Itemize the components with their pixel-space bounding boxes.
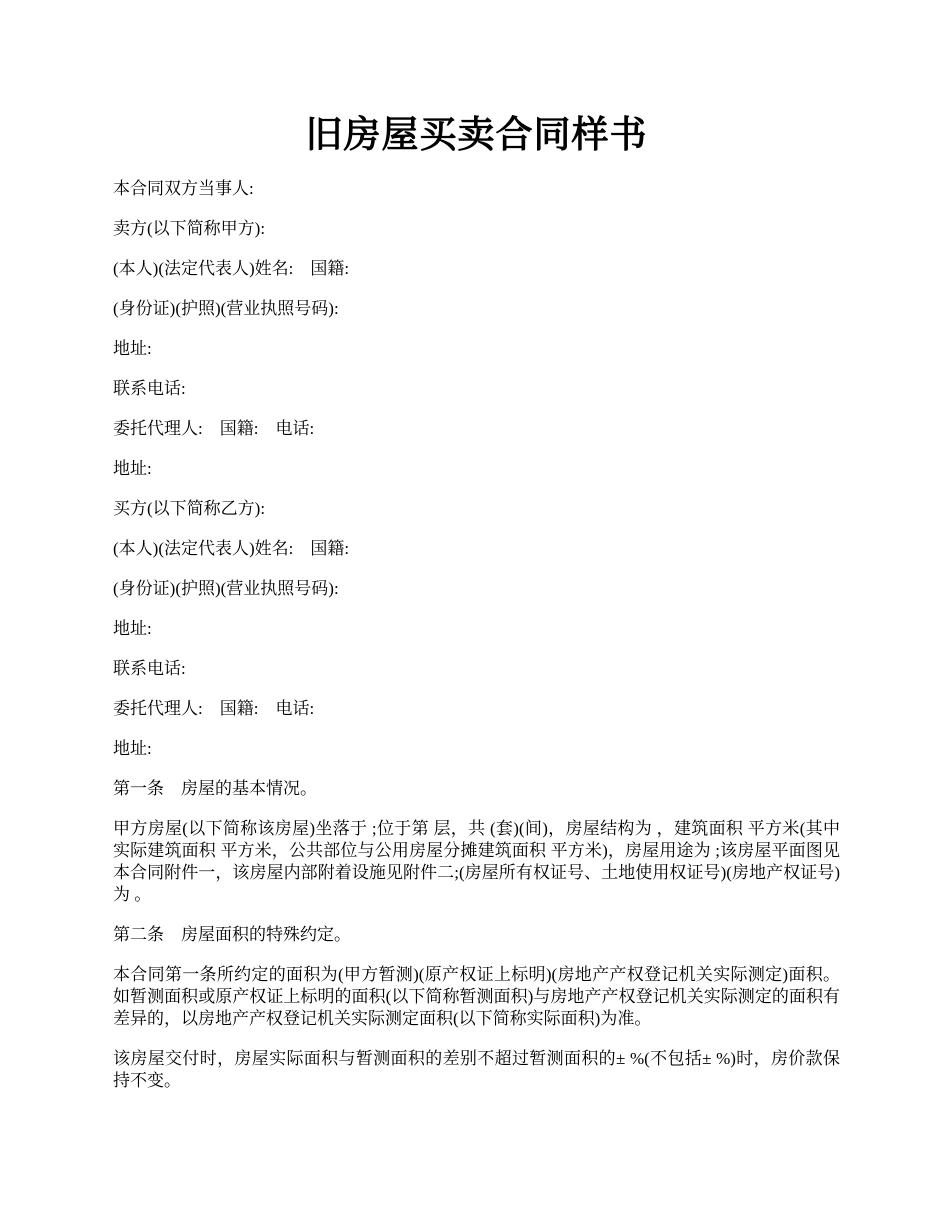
seller-name-nationality: (本人)(法定代表人)姓名: 国籍: bbox=[113, 259, 350, 278]
article-1-heading: 第一条 房屋的基本情况。 bbox=[113, 779, 317, 798]
article-1-paragraph: 甲方房屋(以下简称该房屋)坐落于 ;位于第 层，共 (套)(间)，房屋结构为 ，建筑面积 平方米(其中实际建筑面积 平方米，公共部位与公用房屋分摊建筑面积 平方米)，房屋用途为 ;该房屋平面图见本合同附件一，该房屋内部附着设施见附件二;(房屋所有权证号、土地使用权证号)(房地产权证号)为 。 bbox=[113, 819, 840, 904]
seller-agent-address: 地址: bbox=[113, 459, 152, 478]
seller-heading: 卖方(以下简称甲方): bbox=[113, 219, 266, 238]
buyer-agent: 委托代理人: 国籍: 电话: bbox=[113, 699, 315, 718]
seller-phone: 联系电话: bbox=[113, 379, 186, 398]
buyer-agent-address: 地址: bbox=[113, 739, 152, 758]
seller-agent: 委托代理人: 国籍: 电话: bbox=[113, 419, 315, 438]
contract-page bbox=[113, 108, 840, 1110]
intro-line: 本合同双方当事人: bbox=[113, 179, 254, 198]
buyer-phone: 联系电话: bbox=[113, 659, 186, 678]
party-info-section bbox=[113, 178, 840, 800]
buyer-address: 地址: bbox=[113, 619, 152, 638]
article-2-paragraph-1: 本合同第一条所约定的面积为(甲方暂测)(原产权证上标明)(房地产产权登记机关实际测定)面积。如暂测面积或原产权证上标明的面积(以下简称暂测面积)与房地产产权登记机关实际测定的面积有差异的，以房地产产权登记机关实际测定面积(以下简称实际面积)为准。 bbox=[113, 965, 840, 1028]
buyer-id-number: (身份证)(护照)(营业执照号码): bbox=[113, 579, 339, 598]
buyer-name-nationality: (本人)(法定代表人)姓名: 国籍: bbox=[113, 539, 350, 558]
seller-id-number: (身份证)(护照)(营业执照号码): bbox=[113, 299, 339, 318]
buyer-heading: 买方(以下简称乙方): bbox=[113, 499, 266, 518]
document-title: 旧房屋买卖合同样书 bbox=[305, 115, 648, 156]
article-2-heading: 第二条 房屋面积的特殊约定。 bbox=[113, 925, 351, 944]
seller-address: 地址: bbox=[113, 339, 152, 358]
article-2-paragraph-2: 该房屋交付时，房屋实际面积与暂测面积的差别不超过暂测面积的± %(不包括± %)时，房价款保持不变。 bbox=[113, 1049, 840, 1090]
contract-body bbox=[113, 818, 840, 1092]
